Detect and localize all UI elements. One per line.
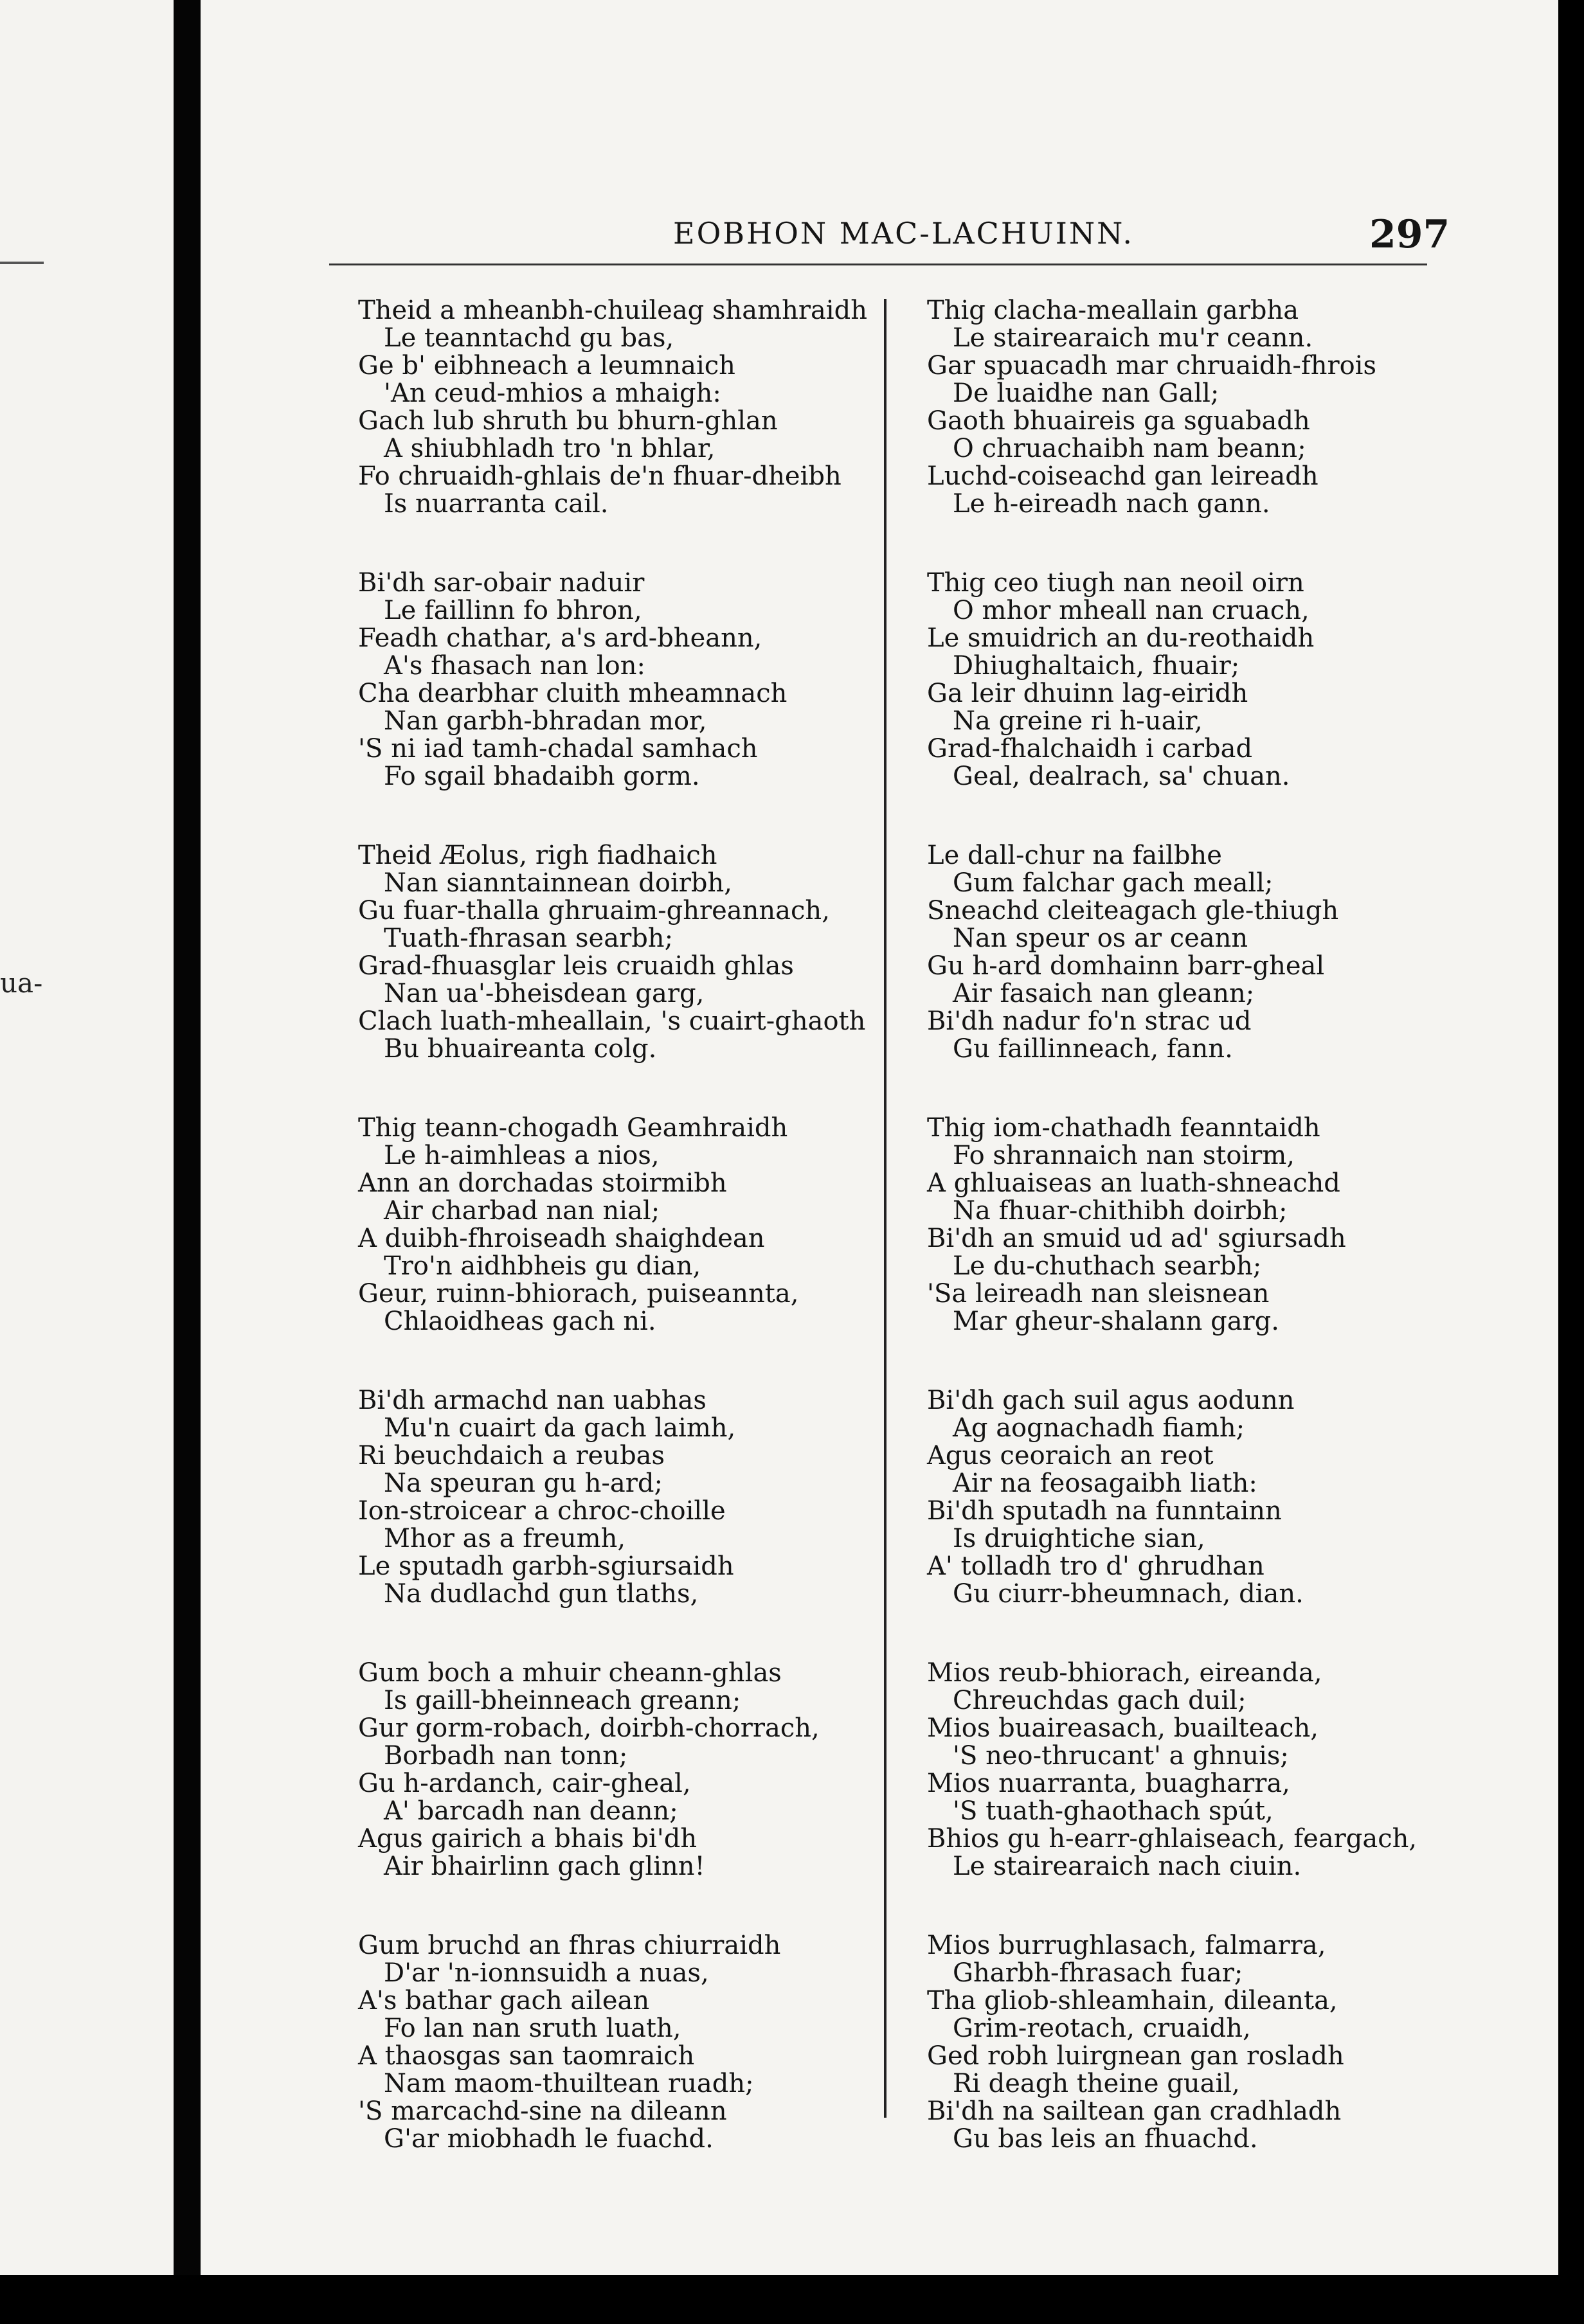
verse-line: Bu bhuaireanta colg. — [384, 1034, 657, 1064]
verse-line: Sneachd cleiteagach gle-thiugh — [927, 896, 1339, 925]
verse-line: Le h-eireadh nach gann. — [953, 489, 1270, 519]
verse-line: Le h-aimhleas a nios, — [384, 1141, 660, 1170]
running-title: EOBHON MAC-LACHUINN. — [673, 216, 1135, 251]
verse-line: Mios burrughlasach, falmarra, — [927, 1931, 1326, 1960]
verse-line: Gu faillinneach, fann. — [953, 1034, 1233, 1064]
verse-line: 'An ceud-mhios a mhaigh: — [384, 379, 721, 408]
verse-line: 'S marcachd-sine na dileann — [358, 2096, 727, 2126]
verse-line: Geur, ruinn-bhiorach, puiseannta, — [358, 1279, 799, 1309]
verse-line: Mar gheur-shalann garg. — [953, 1307, 1279, 1336]
verse-line: Gharbh-fhrasach fuar; — [953, 1958, 1243, 1988]
stanza — [358, 1932, 911, 2153]
verse-line: O mhor mheall nan cruach, — [953, 596, 1310, 625]
verse-line: A duibh-fhroiseadh shaighdean — [358, 1224, 765, 1253]
verse-line: Tha gliob-shleamhain, dileanta, — [927, 1986, 1338, 2016]
verse-line: Bi'dh sar-obair naduir — [358, 568, 645, 598]
verse-line: Le du-chuthach searbh; — [953, 1251, 1262, 1281]
verse-line: Air bhairlinn gach glinn! — [384, 1852, 705, 1881]
verse-line: Ri deagh theine guail, — [953, 2069, 1240, 2098]
stanza — [927, 842, 1480, 1063]
stanza — [927, 297, 1480, 518]
verse-line: Bi'dh nadur fo'n strac ud — [927, 1006, 1252, 1036]
verse-line: 'S neo-thrucant' a ghnuis; — [953, 1741, 1289, 1771]
verse-line: Ge b' eibhneach a leumnaich — [358, 351, 735, 380]
verse-line: Gaoth bhuaireis ga sguabadh — [927, 406, 1310, 436]
verse-line: Mu'n cuairt da gach laimh, — [384, 1413, 736, 1443]
book-gutter — [174, 0, 201, 2324]
verse-line: Theid Æolus, righ fiadhaich — [358, 841, 717, 870]
verse-line: Feadh chathar, a's ard-bheann, — [358, 623, 762, 653]
verse-line: Fo sgail bhadaibh gorm. — [384, 762, 700, 791]
verse-line: Gu h-ard domhainn barr-gheal — [927, 951, 1325, 981]
facing-page-edge — [0, 0, 174, 2324]
verse-line: De luaidhe nan Gall; — [953, 379, 1220, 408]
verse-line: Le smuidrich an du-reothaidh — [927, 623, 1315, 653]
verse-line: Bi'dh sputadh na funntainn — [927, 1496, 1282, 1526]
verse-line: Na speuran gu h-ard; — [384, 1469, 663, 1498]
verse-line: Chreuchdas gach duil; — [953, 1686, 1246, 1715]
right-column — [927, 297, 1480, 2204]
verse-line: Gu bas leis an fhuachd. — [953, 2124, 1258, 2154]
verse-line: Le stairearaich mu'r ceann. — [953, 323, 1313, 353]
verse-line: Nan garbh-bhradan mor, — [384, 706, 707, 736]
verse-line: Grad-fhuasglar leis cruaidh ghlas — [358, 951, 794, 981]
verse-line: Cha dearbhar cluith mheamnach — [358, 679, 788, 708]
verse-line: O chruachaibh nam beann; — [953, 434, 1306, 463]
stanza — [358, 1659, 911, 1881]
book-page — [201, 0, 1558, 2275]
verse-line: A' tolladh tro d' ghrudhan — [927, 1551, 1264, 1581]
verse-line: Bi'dh armachd nan uabhas — [358, 1386, 706, 1415]
verse-line: Thig teann-chogadh Geamhraidh — [358, 1113, 788, 1143]
verse-line: Mhor as a freumh, — [384, 1524, 626, 1553]
verse-line: Le stairearaich nach ciuin. — [953, 1852, 1302, 1881]
verse-line: Bi'dh gach suil agus aodunn — [927, 1386, 1295, 1415]
stanza — [927, 1659, 1480, 1881]
verse-line: Thig ceo tiugh nan neoil oirn — [927, 568, 1304, 598]
verse-line: Ged robh luirgnean gan rosladh — [927, 2041, 1344, 2071]
verse-line: Chlaoidheas gach ni. — [384, 1307, 656, 1336]
verse-line: Gar spuacadh mar chruaidh-fhrois — [927, 351, 1376, 380]
verse-line: Is gaill-bheinneach greann; — [384, 1686, 741, 1715]
verse-line: Le sputadh garbh-sgiursaidh — [358, 1551, 734, 1581]
verse-line: Le faillinn fo bhron, — [384, 596, 642, 625]
verse-line: Bhios gu h-earr-ghlaiseach, feargach, — [927, 1824, 1418, 1854]
verse-line: Tro'n aidhbheis gu dian, — [384, 1251, 701, 1281]
verse-line: G'ar miobhadh le fuachd. — [384, 2124, 714, 2154]
verse-line: Le teanntachd gu bas, — [384, 323, 674, 353]
verse-line: Fo shrannaich nan stoirm, — [953, 1141, 1295, 1170]
verse-line: Le dall-chur na failbhe — [927, 841, 1222, 870]
verse-line: Borbadh nan tonn; — [384, 1741, 628, 1771]
verse-line: Bi'dh an smuid ud ad' sgiursadh — [927, 1224, 1346, 1253]
verse-line: Agus ceoraich an reot — [927, 1441, 1214, 1470]
verse-line: Gum boch a mhuir cheann-ghlas — [358, 1658, 782, 1688]
stanza — [927, 1932, 1480, 2153]
verse-line: Clach luath-mheallain, 's cuairt-ghaoth — [358, 1006, 866, 1036]
verse-line: Nan ua'-bheisdean garg, — [384, 979, 705, 1008]
verse-line: 'S tuath-ghaothach spút, — [953, 1796, 1274, 1826]
verse-line: Luchd-coiseachd gan leireadh — [927, 461, 1318, 491]
verse-line: Mios reub-bhiorach, eireanda, — [927, 1658, 1322, 1688]
verse-line: Nan speur os ar ceann — [953, 924, 1248, 953]
verse-line: Thig clacha-meallain garbha — [927, 296, 1299, 325]
verse-line: Bi'dh na sailtean gan cradhladh — [927, 2096, 1342, 2126]
verse-line: A's bathar gach ailean — [358, 1986, 650, 2016]
verse-line: Is nuarranta cail. — [384, 489, 609, 519]
stanza — [358, 1114, 911, 1336]
verse-line: Gu ciurr-bheumnach, dian. — [953, 1579, 1304, 1609]
verse-line: Mios buaireasach, buailteach, — [927, 1713, 1318, 1743]
verse-line: 'Sa leireadh nan sleisnean — [927, 1279, 1270, 1309]
verse-line: Na dudlachd gun tlaths, — [384, 1579, 699, 1609]
verse-line: Dhiughaltaich, fhuair; — [953, 651, 1240, 681]
facing-page-rule — [0, 262, 44, 264]
verse-line: Mios nuarranta, buagharra, — [927, 1769, 1290, 1798]
verse-line: 'S ni iad tamh-chadal samhach — [358, 734, 758, 764]
header-rule — [329, 264, 1427, 265]
verse-line: Gach lub shruth bu bhurn-ghlan — [358, 406, 778, 436]
left-column — [358, 297, 911, 2204]
verse-line: Gu h-ardanch, cair-gheal, — [358, 1769, 691, 1798]
verse-line: Ann an dorchadas stoirmibh — [358, 1168, 727, 1198]
stanza — [358, 842, 911, 1063]
verse-line: Gu fuar-thalla ghruaim-ghreannach, — [358, 896, 830, 925]
verse-line: A thaosgas san taomraich — [358, 2041, 695, 2071]
verse-line: Theid a mheanbh-chuileag shamhraidh — [358, 296, 867, 325]
verse-line: A' barcadh nan deann; — [384, 1796, 678, 1826]
verse-line: Is druightiche sian, — [953, 1524, 1205, 1553]
stanza — [358, 1387, 911, 1608]
verse-line: Ri beuchdaich a reubas — [358, 1441, 665, 1470]
scan-border-bottom — [0, 2275, 1584, 2324]
stanza — [358, 297, 911, 518]
verse-line: Na fhuar-chithibh doirbh; — [953, 1196, 1288, 1226]
verse-line: A shiubhladh tro 'n bhlar, — [384, 434, 716, 463]
verse-line: Grad-fhalchaidh i carbad — [927, 734, 1253, 764]
page-header — [201, 212, 1450, 264]
verse-line: Agus gairich a bhais bi'dh — [358, 1824, 698, 1854]
verse-line: Geal, dealrach, sa' chuan. — [953, 762, 1290, 791]
verse-line: Tuath-fhrasan searbh; — [384, 924, 674, 953]
verse-line: Air fasaich nan gleann; — [953, 979, 1255, 1008]
verse-line: Nam maom-thuiltean ruadh; — [384, 2069, 754, 2098]
scan-border — [1558, 0, 1584, 2324]
stanza — [927, 569, 1480, 791]
verse-line: Air na feosagaibh liath: — [953, 1469, 1257, 1498]
verse-line: Gum falchar gach meall; — [953, 868, 1274, 898]
verse-line: Grim-reotach, cruaidh, — [953, 2014, 1251, 2043]
stanza — [358, 569, 911, 791]
verse-line: Fo lan nan sruth luath, — [384, 2014, 681, 2043]
verse-line: Thig iom-chathadh feanntaidh — [927, 1113, 1320, 1143]
verse-line: Ga leir dhuinn lag-eiridh — [927, 679, 1248, 708]
page-number: 297 — [1369, 212, 1450, 257]
facing-page-fragment: ua- — [0, 967, 43, 999]
verse-line: Gum bruchd an fhras chiurraidh — [358, 1931, 781, 1960]
verse-line: Fo chruaidh-ghlais de'n fhuar-dheibh — [358, 461, 842, 491]
verse-line: Air charbad nan nial; — [384, 1196, 660, 1226]
verse-line: Ag aognachadh fiamh; — [953, 1413, 1245, 1443]
verse-line: D'ar 'n-ionnsuidh a nuas, — [384, 1958, 709, 1988]
verse-line: Ion-stroicear a chroc-choille — [358, 1496, 726, 1526]
verse-line: A ghluaiseas an luath-shneachd — [927, 1168, 1340, 1198]
stanza — [927, 1114, 1480, 1336]
stanza — [927, 1387, 1480, 1608]
verse-line: Na greine ri h-uair, — [953, 706, 1203, 736]
verse-line: Nan sianntainnean doirbh, — [384, 868, 732, 898]
verse-line: A's fhasach nan lon: — [384, 651, 645, 681]
verse-line: Gur gorm-robach, doirbh-chorrach, — [358, 1713, 820, 1743]
